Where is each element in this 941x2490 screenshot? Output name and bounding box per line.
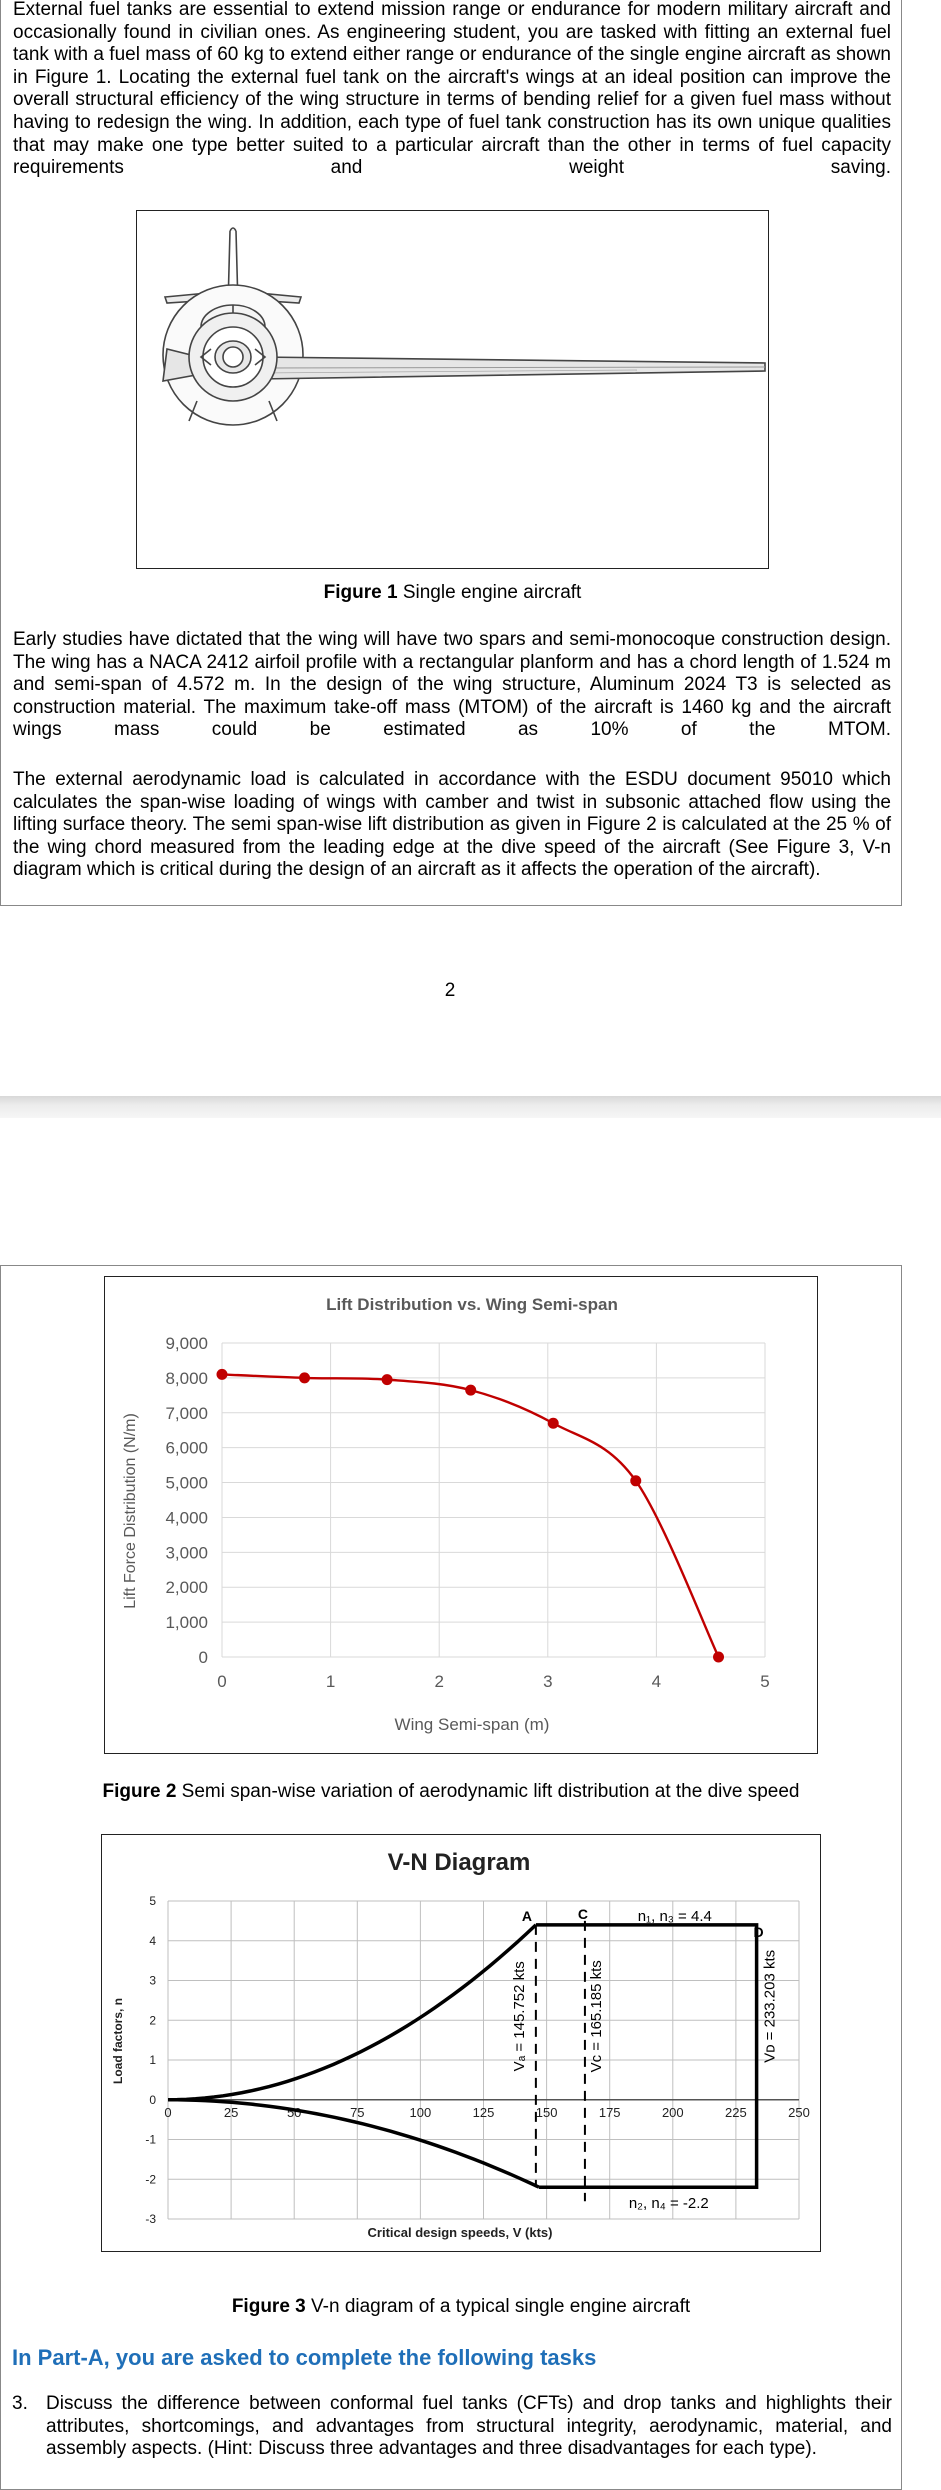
lift-data-point: [465, 1385, 476, 1396]
lift-y-tick-label: 2,000: [165, 1578, 208, 1598]
positive-limit-label: n₁, n₃ = 4.4: [637, 1907, 712, 1925]
point-d-label: D: [753, 1923, 764, 1940]
lift-data-point: [630, 1475, 641, 1486]
lift-y-tick-label: 8,000: [165, 1368, 208, 1388]
vc-speed-label: Vc = 165.185 kts: [587, 1960, 605, 2073]
vn-x-tick-label: 50: [286, 2104, 302, 2120]
figure-3-caption-text: V-n diagram of a typical single engine aircraft: [311, 2296, 691, 2317]
figure-2-frame: [104, 1276, 818, 1754]
vd-speed-label: Vᴅ = 233.203 kts: [761, 1949, 779, 2063]
intro-paragraph: External fuel tanks are essential to extend mission range or endurance for modern military aircraft and occasionally found in civilian ones. As engineering student, you are tasked with fitting an external fuel tank with a fuel mass of 60 kg to extend either range or endurance of the single engine aircraft as shown in Figure 1. Locating the external fuel tank on the aircraft's wings at an ideal position can improve the overall structural efficiency of the wing structure in terms of bending relief for a given fuel mass without having to redesign the wing. In addition, each type of fuel tank construction has its own unique qualities that may make one type better suited to a particular aircraft than the other in terms of fuel capacity requirements and weight saving.: [13, 0, 891, 179]
lift-data-point: [382, 1374, 393, 1385]
figure-2-caption: [41, 1781, 861, 1803]
figure-1-caption-text: Single engine aircraft: [402, 582, 582, 603]
page-1: [0, 0, 902, 906]
vn-envelope-lines: [536, 1925, 757, 2187]
lift-chart-title: Lift Distribution vs. Wing Semi-span: [326, 1295, 618, 1314]
vn-y-tick-label: 0: [149, 2092, 156, 2107]
vn-y-tick-label: -1: [145, 2132, 156, 2147]
lift-x-tick-label: 0: [217, 1672, 227, 1691]
task-number: 3.: [12, 2393, 28, 2414]
negative-limit-label: n₂, n₄ = -2.2: [628, 2195, 709, 2213]
vn-x-tick-label: 250: [788, 2104, 810, 2120]
vn-chart-title: V-N Diagram: [387, 1849, 531, 1876]
lift-y-tick-label: 3,000: [165, 1543, 208, 1563]
figure-3-caption-label: Figure 3: [231, 2296, 306, 2317]
task-3: [12, 2393, 892, 2461]
page-2: [0, 1265, 902, 2490]
lift-y-tick-label: 1,000: [165, 1613, 208, 1633]
lift-distribution-chart: [105, 1277, 816, 1752]
lift-data-point: [217, 1369, 228, 1380]
vn-y-tick-label: 3: [149, 1973, 156, 1988]
aircraft-drawing: [137, 211, 767, 567]
task-text: Discuss the difference between conformal fuel tanks (CFTs) and drop tanks and highlights their attributes, shortcomings, and advantages from structural integrity, aerodynamic, material, and assembly aspects. (Hint: Discuss three advantages and three disadvantages for each type).: [46, 2393, 892, 2460]
wing-paragraph: Early studies have dictated that the wing will have two spars and semi-monocoque construction design. The wing has a NACA 2412 airfoil profile with a rectangular planform and has a chord length of 1.524 m and semi-span of 4.572 m. In the design of the wing structure, Aluminum 2024 T3 is selected as construction material. The maximum take-off mass (MTOM) of the aircraft is 1460 kg and the aircraft wings mass could be estimated as 10% of the MTOM.: [13, 629, 891, 741]
vn-chart-xlabel: Critical design speeds, V (kts): [367, 2225, 553, 2240]
vn-y-tick-label: -3: [145, 2212, 156, 2226]
vn-y-tick-label: -2: [145, 2172, 156, 2187]
lift-series-line: [222, 1374, 719, 1657]
figure-3-frame: [101, 1834, 821, 2252]
lift-x-tick-label: 5: [760, 1672, 770, 1691]
lift-y-tick-label: 7,000: [165, 1403, 208, 1423]
lift-y-tick-label: 5,000: [165, 1473, 208, 1493]
va-speed-label: Vₐ = 145.752 kts: [510, 1961, 528, 2072]
vn-x-tick-label: 125: [472, 2104, 495, 2120]
lift-data-point: [548, 1418, 559, 1429]
lift-y-tick-label: 4,000: [165, 1508, 208, 1528]
part-a-heading: In Part-A, you are asked to complete the following tasks: [12, 2345, 597, 2370]
vn-x-tick-label: 25: [223, 2104, 239, 2120]
lift-chart-ylabel: Lift Force Distribution (N/m): [122, 1413, 139, 1609]
lift-x-tick-label: 2: [434, 1672, 444, 1691]
figure-1-caption: [136, 582, 769, 604]
lift-x-tick-label: 3: [543, 1672, 553, 1691]
vn-y-tick-label: 4: [149, 1933, 156, 1948]
figure-2-caption-label: Figure 2: [102, 1781, 177, 1802]
vn-x-tick-label: 200: [661, 2104, 684, 2120]
lift-chart-xlabel: Wing Semi-span (m): [394, 1715, 550, 1734]
vn-y-tick-label: 5: [149, 1894, 156, 1908]
lift-y-tick-label: 0: [198, 1648, 208, 1667]
lift-data-point: [299, 1372, 310, 1383]
vn-diagram-chart: [102, 1835, 819, 2250]
vn-x-tick-label: 225: [725, 2104, 747, 2120]
point-c-label: C: [577, 1905, 588, 1922]
positive-stall-curve: [168, 1925, 536, 2100]
figure-3-caption: [101, 2296, 821, 2318]
lift-y-tick-label: 9,000: [165, 1334, 208, 1353]
vn-y-tick-label: 2: [149, 2013, 156, 2028]
page-number: 2: [444, 980, 456, 1001]
lift-y-tick-label: 6,000: [165, 1438, 208, 1458]
figure-1-frame: [136, 210, 769, 569]
lift-x-tick-label: 4: [651, 1672, 662, 1691]
vn-x-tick-label: 175: [598, 2104, 621, 2120]
figure-2-caption-text: Semi span-wise variation of aerodynamic lift distribution at the dive speed: [181, 1781, 800, 1802]
lift-x-tick-label: 1: [325, 1672, 336, 1691]
load-paragraph: The external aerodynamic load is calculated in accordance with the ESDU document 95010 which calculates the span-wise loading of wings with camber and twist in subsonic attached flow using the lifting surface theory. The semi span-wise lift distribution as given in Figure 2 is calculated at the 25 % of the wing chord measured from the leading edge at the dive speed of the aircraft (See Figure 3, V-n diagram which is critical during the design of an aircraft as it affects the operation of the aircraft).: [13, 769, 891, 881]
figure-1-caption-label: Figure 1: [323, 582, 398, 603]
lift-data-point: [713, 1652, 724, 1663]
point-a-label: A: [521, 1907, 532, 1924]
vn-x-tick-label: 100: [409, 2104, 432, 2120]
vn-x-tick-label: 75: [350, 2104, 365, 2120]
page-separator: [0, 1096, 941, 1118]
vn-y-tick-label: 1: [149, 2053, 156, 2067]
vn-chart-ylabel: Load factors, n: [111, 1997, 125, 2085]
vn-x-tick-label: 0: [164, 2104, 172, 2120]
vn-x-tick-label: 150: [535, 2104, 558, 2120]
